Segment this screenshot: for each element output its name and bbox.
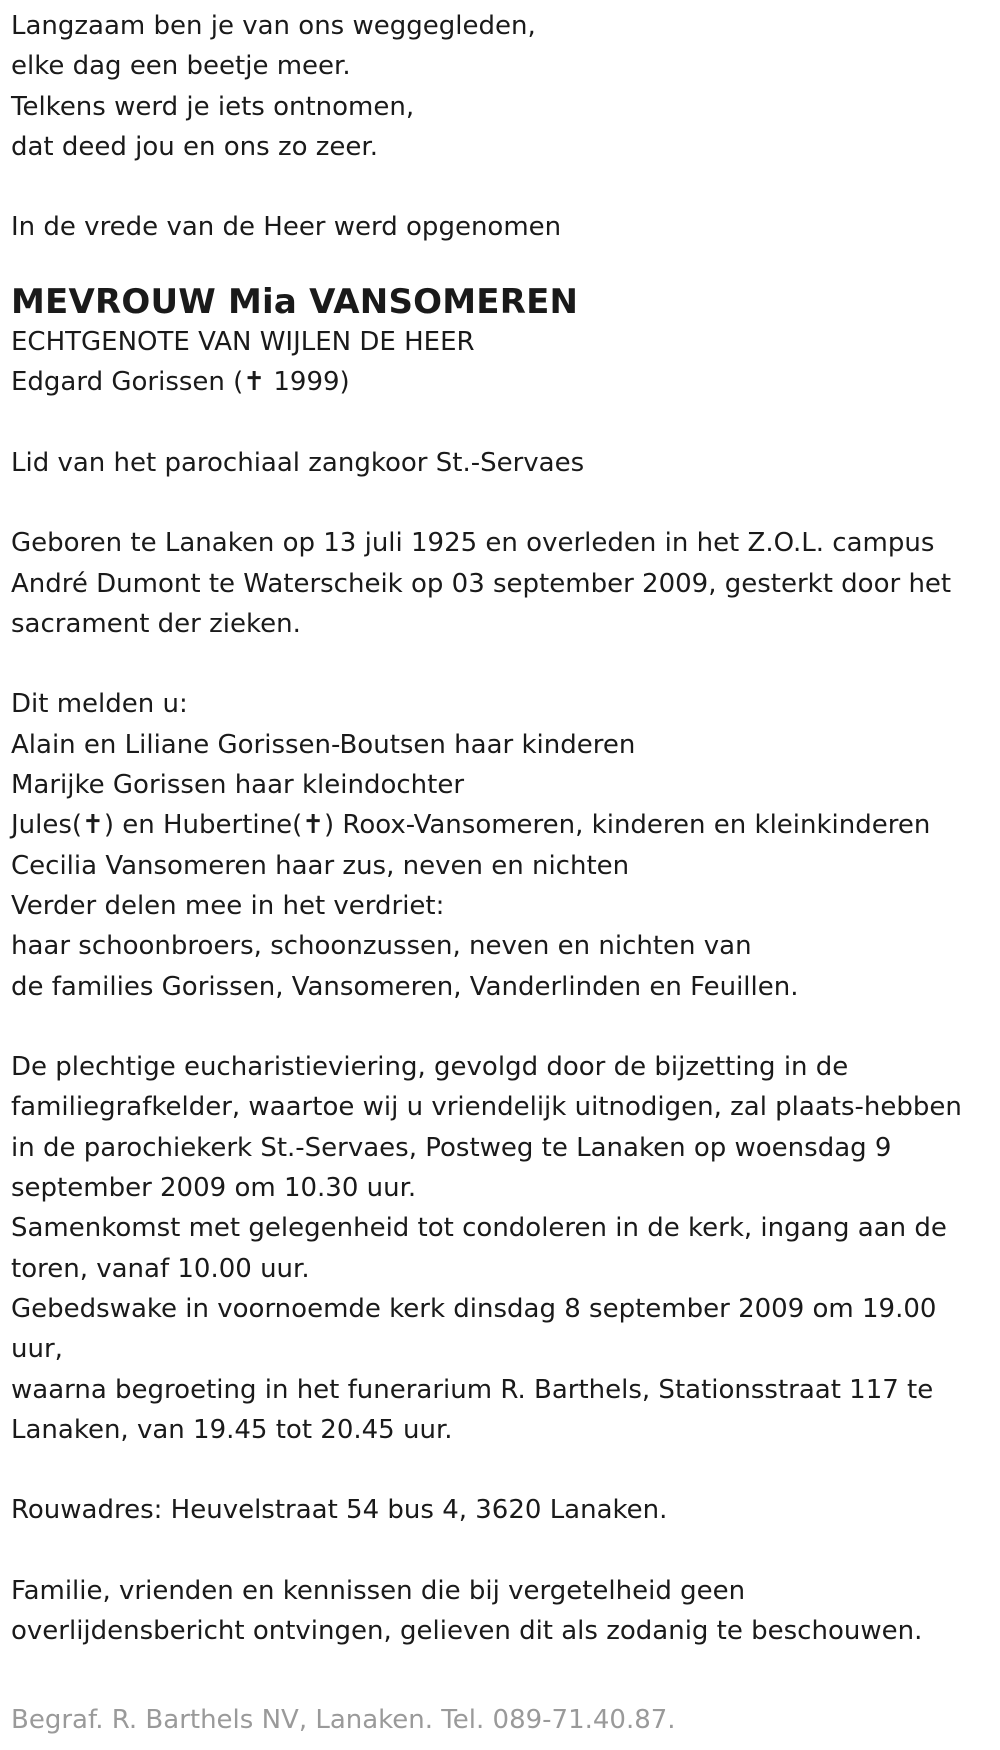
ceremony-line: familiegrafkelder, waartoe wij u vriendelijk uitnodigen, zal plaats-hebben [11, 1092, 962, 1123]
ceremony-line: Lanaken, van 19.45 tot 20.45 uur. [11, 1414, 453, 1445]
spacer [11, 644, 991, 684]
ceremony-line: september 2009 om 10.30 uur. [11, 1173, 417, 1204]
closing-line: overlijdensbericht ontvingen, gelieven dit als zodanig te beschouwen. [11, 1616, 923, 1647]
paragraph-line: sacrament der zieken. [11, 608, 301, 639]
funeral-home-footer: Begraf. R. Barthels NV, Lanaken. Tel. 089-71.40.87. [11, 1705, 676, 1735]
ceremony-line: waarna begroeting in het funerarium R. Barthels, Stationsstraat 117 te [11, 1374, 934, 1405]
poem-line: Telkens werd je iets ontnomen, [11, 91, 415, 122]
poem-line: elke dag een beetje meer. [11, 51, 351, 82]
birth-death-paragraph [11, 523, 991, 644]
announcers-list [11, 684, 991, 1006]
poem-line: dat deed jou en ons zo zeer. [11, 131, 378, 162]
spacer [11, 402, 991, 442]
ceremony-paragraph [11, 1047, 991, 1450]
spacer [11, 1531, 991, 1571]
spacer [11, 483, 991, 523]
announcer-line: Verder delen mee in het verdriet: [11, 890, 445, 921]
intro-text: In de vrede van de Heer werd opgenomen [11, 212, 562, 243]
deceased-spouse: Edgard Gorissen (✝ 1999) [11, 367, 350, 398]
closing-paragraph [11, 1571, 991, 1652]
announcer-line: de families Gorissen, Vansomeren, Vanderlinden en Feuillen. [11, 971, 799, 1002]
paragraph-line: Geboren te Lanaken op 13 juli 1925 en overleden in het Z.O.L. campus [11, 528, 935, 559]
announcer-line: Marijke Gorissen haar kleindochter [11, 770, 465, 801]
announcer-line: Cecilia Vansomeren haar zus, neven en nichten [11, 850, 630, 881]
ceremony-line: Samenkomst met gelegenheid tot condoleren in de kerk, ingang aan de [11, 1213, 947, 1244]
spacer [11, 1007, 991, 1047]
ceremony-line: De plechtige eucharistieviering, gevolgd door de bijzetting in de [11, 1052, 849, 1083]
deceased-relation: ECHTGENOTE VAN WIJLEN DE HEER [11, 326, 475, 357]
closing-line: Familie, vrienden en kennissen die bij vergetelheid geen [11, 1575, 746, 1606]
deceased-name: MEVROUW Mia VANSOMEREN [11, 281, 579, 322]
membership-text: Lid van het parochiaal zangkoor St.-Servaes [11, 447, 585, 478]
ceremony-line: uur, [11, 1334, 63, 1365]
announcer-line: Jules(✝) en Hubertine(✝) Roox-Vansomeren, kinderen en kleinkinderen [11, 810, 931, 841]
spacer [11, 1450, 991, 1490]
mourning-address: Rouwadres: Heuvelstraat 54 bus 4, 3620 Lanaken. [11, 1495, 668, 1526]
announcer-line: Dit melden u: [11, 689, 188, 720]
poem-line: Langzaam ben je van ons weggegleden, [11, 11, 536, 41]
paragraph-line: André Dumont te Waterscheik op 03 september 2009, gesterkt door het [11, 568, 952, 599]
ceremony-line: Gebedswake in voornoemde kerk dinsdag 8 september 2009 om 19.00 [11, 1293, 937, 1324]
spacer [11, 248, 991, 278]
poem [11, 6, 991, 167]
spacer [11, 167, 991, 207]
announcer-line: haar schoonbroers, schoonzussen, neven en nichten van [11, 931, 752, 962]
ceremony-line: in de parochiekerk St.-Servaes, Postweg te Lanaken op woensdag 9 [11, 1132, 892, 1163]
announcer-line: Alain en Liliane Gorissen-Boutsen haar kinderen [11, 729, 636, 760]
obituary-notice [11, 6, 991, 1652]
ceremony-line: toren, vanaf 10.00 uur. [11, 1253, 310, 1284]
